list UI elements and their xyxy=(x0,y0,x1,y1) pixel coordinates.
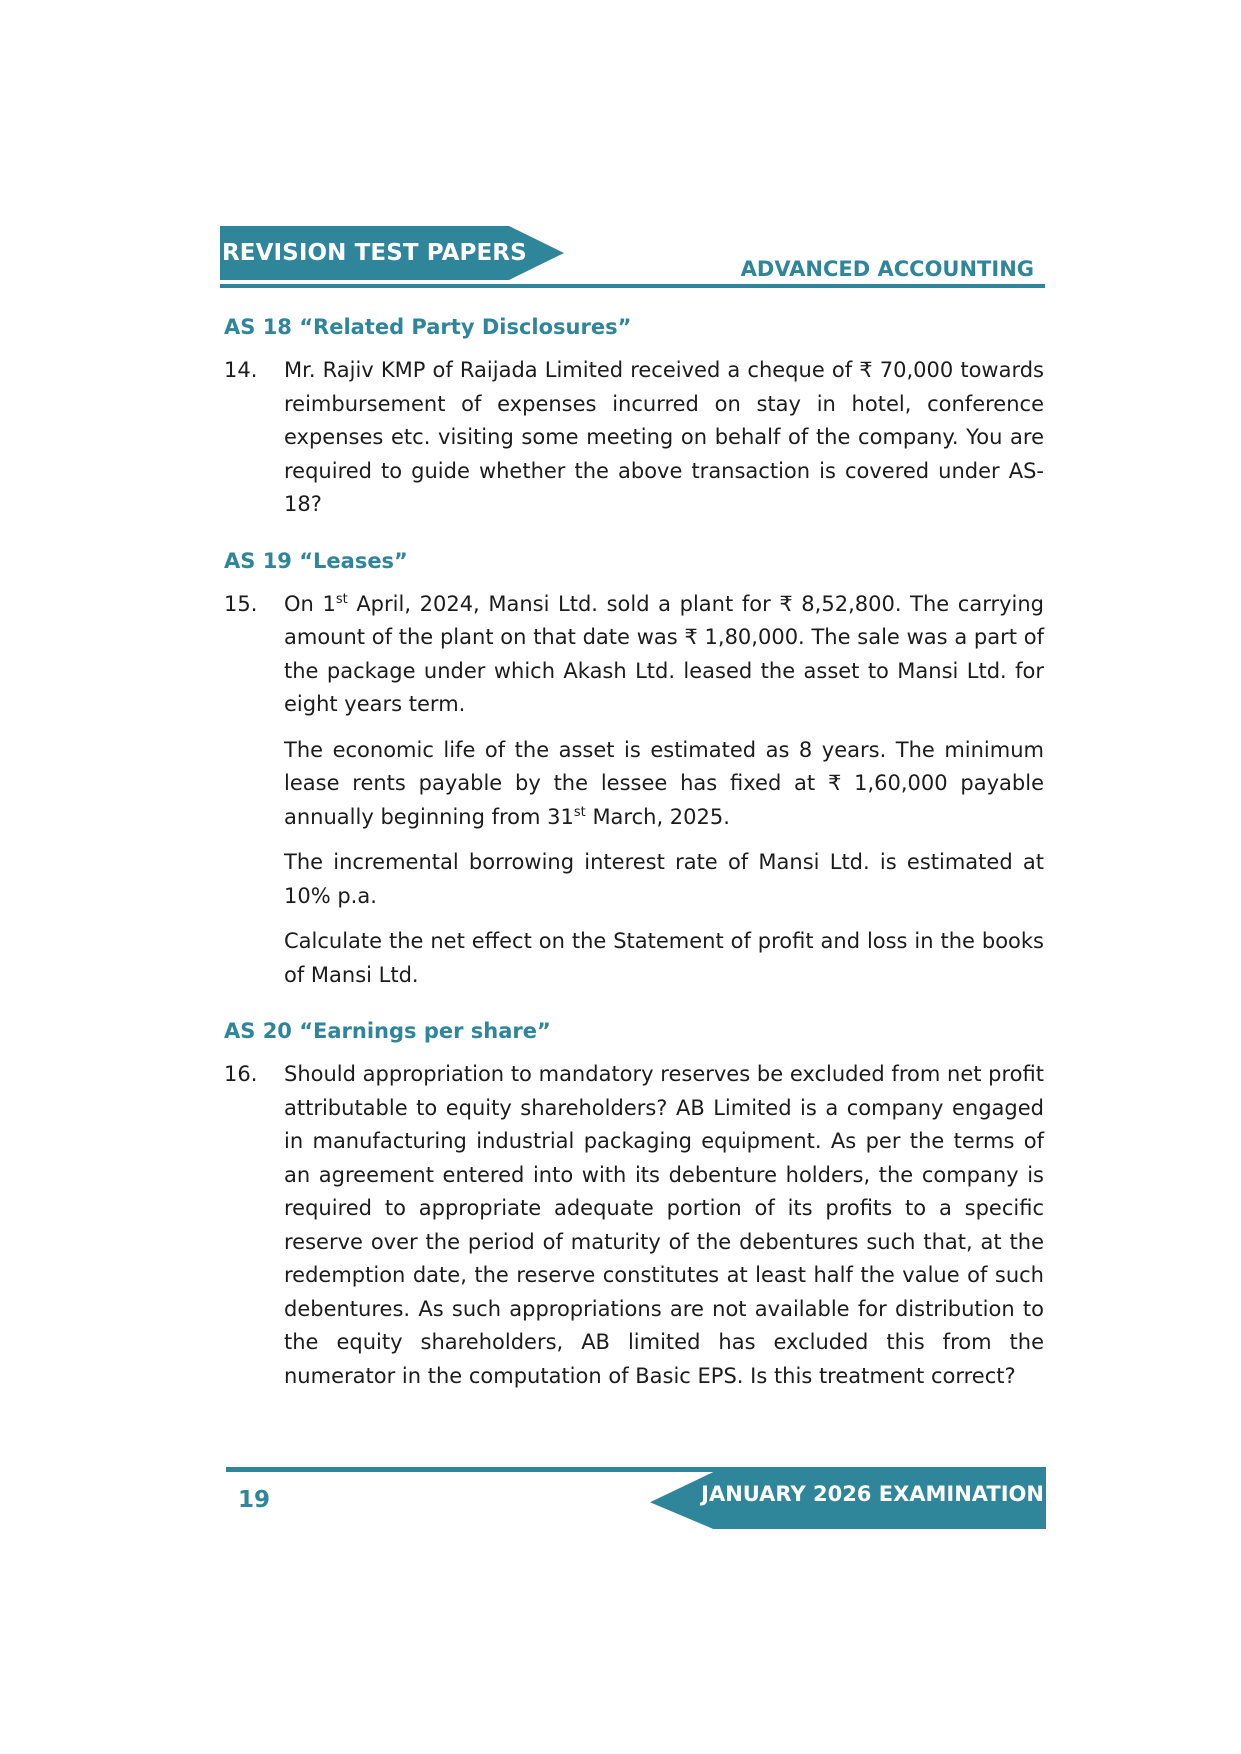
page-number: 19 xyxy=(238,1487,271,1513)
footer-divider xyxy=(226,1467,1046,1472)
question-number: 15. xyxy=(224,591,258,616)
question-number: 16. xyxy=(224,1062,258,1086)
question-15 xyxy=(224,588,1044,1005)
footer-exam-label: JANUARY 2026 EXAMINATION xyxy=(701,1482,1044,1506)
section-heading-as20: AS 20 “Earnings per share” xyxy=(224,1019,551,1043)
question-14 xyxy=(224,354,1044,534)
question-body xyxy=(284,354,1044,534)
question-paragraph: The economic life of the asset is estimated as 8 years. The minimum lease rents payable by the lessee has fixed at ₹ 1,60,000 payable annually beginning from 31st March, 2025. xyxy=(284,737,1044,829)
question-body xyxy=(284,1058,1044,1405)
question-paragraph: Should appropriation to mandatory reserves be excluded from net profit attributable to equity shareholders? AB Limited is a company engaged in manufacturing industrial packaging equipment. As per the terms of an agreement entered into with its debenture holders, the company is required to appropriate adequate portion of its profits to a specific reserve over the period of maturity of the debentures such that, at the redemption date, the reserve constitutes at least half the value of such debentures. As such appropriations are not available for distribution to the equity shareholders, AB limited has excluded this from the numerator in the computation of Basic EPS. Is this treatment correct? xyxy=(284,1062,1044,1388)
page-content xyxy=(224,310,1044,1415)
header-title: REVISION TEST PAPERS xyxy=(222,240,527,266)
section-heading-as18: AS 18 “Related Party Disclosures” xyxy=(224,315,632,339)
question-paragraph: Calculate the net effect on the Statement of profit and loss in the books of Mansi Ltd. xyxy=(284,929,1044,987)
question-paragraph: The incremental borrowing interest rate of Mansi Ltd. is estimated at 10% p.a. xyxy=(284,850,1044,908)
question-body xyxy=(284,588,1044,1005)
header-subject: ADVANCED ACCOUNTING xyxy=(740,257,1034,281)
question-paragraph: Mr. Rajiv KMP of Raijada Limited received a cheque of ₹ 70,000 towards reimbursement of expenses incurred on stay in hotel, conference expenses etc. visiting some meeting on behalf of the company. You are required to guide whether the above transaction is covered under AS-18? xyxy=(284,358,1044,516)
header-divider xyxy=(220,284,1045,288)
section-heading-as19: AS 19 “Leases” xyxy=(224,548,408,573)
question-16 xyxy=(224,1058,1044,1405)
question-paragraph: On 1st April, 2024, Mansi Ltd. sold a plant for ₹ 8,52,800. The carrying amount of the plant on that date was ₹ 1,80,000. The sale was a part of the package under which Akash Ltd. leased the asset to Mansi Ltd. for eight years term. xyxy=(284,591,1045,716)
question-number: 14. xyxy=(224,358,258,382)
